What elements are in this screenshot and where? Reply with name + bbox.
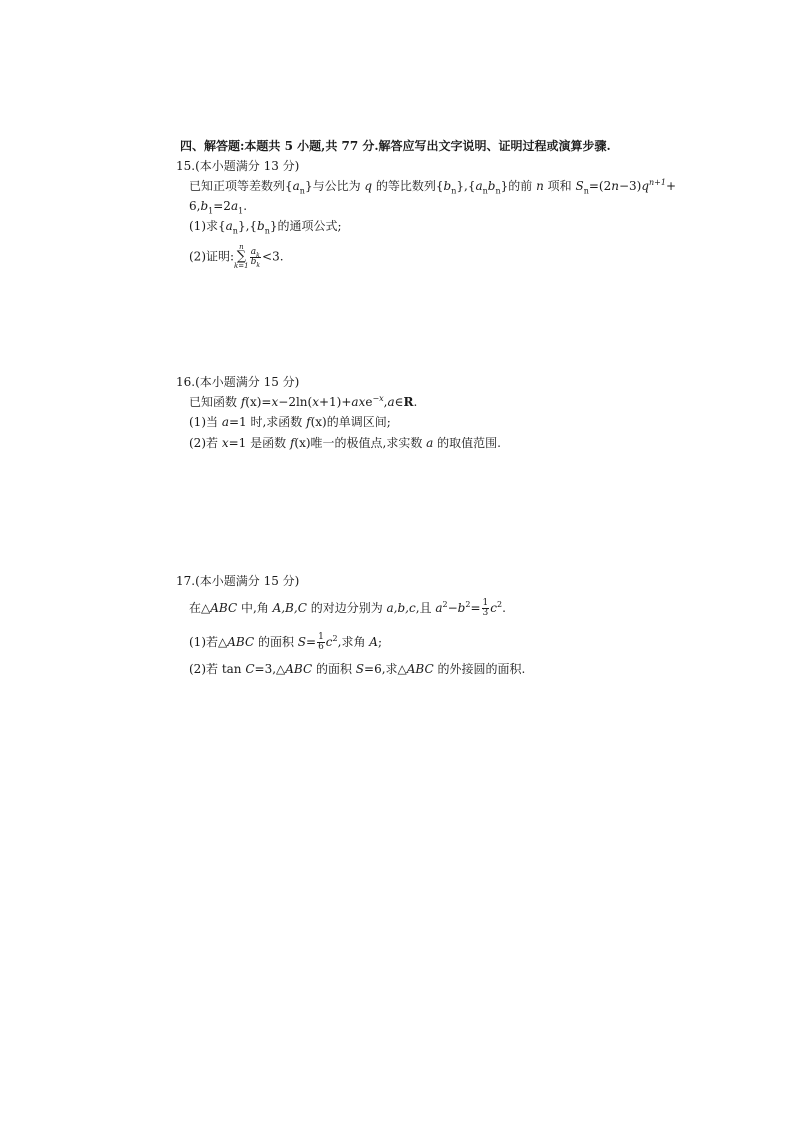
q15-heading: 15.(本小题满分 13 分) xyxy=(176,159,300,173)
q16-part2: (2)若 x=1 是函数 f(x)唯一的极值点,求实数 a 的取值范围. xyxy=(189,436,501,450)
q17-stem: 在△ABC 中,角 A,B,C 的对边分别为 a,b,c,且 $a^2-b^2=$ $\frac{1}{3}$ $c^2$. xyxy=(189,598,506,618)
q16-stem: 已知函数 f(x)=x−2ln(x+1)+axe$^{-x}$,a∈R. xyxy=(189,394,418,409)
section-header xyxy=(180,138,611,154)
q15-part1: (1)求$\{a_n\},\{b_n\}$的通项公式; xyxy=(189,219,342,236)
q15-fraction: $\frac{a_k}{b_k}$ xyxy=(250,246,261,269)
q17-part1: (1)若△ABC 的面积 S= $\frac{1}{6}$ $c^2$,求角 A; xyxy=(189,632,382,652)
q15-part2: (2)证明:n ∑ k=1 $\frac{a_k}{b_k}$ <3. xyxy=(189,243,284,270)
summation-symbol: n ∑ k=1 xyxy=(234,243,249,270)
q17-part2: (2)若 tan C=3,△ABC 的面积 S=6,求△ABC 的外接圆的面积. xyxy=(189,662,526,676)
q17-heading: 17.(本小题满分 15 分) xyxy=(176,574,300,588)
q16-heading: 16.(本小题满分 15 分) xyxy=(176,375,300,389)
q17-stem-fraction: $\frac{1}{3}$ xyxy=(482,598,489,618)
q17-part1-fraction: $\frac{1}{6}$ xyxy=(318,632,324,652)
section-header-text: 四、解答题:本题共 5 小题,共 77 分.解答应写出文字说明、证明过程或演算步骤. xyxy=(180,139,611,153)
q16-part1: (1)当 a=1 时,求函数 f(x)的单调区间; xyxy=(189,415,391,429)
q15-stem-line2: $6,b_1=2a_1$. xyxy=(189,199,248,216)
q15-stem-line1: 已知正项等差数列$\{a_n\}$与公比为 q 的等比数列$\{b_n\},\{a_nb_n\}$的前 n 项和 $S_n=(2n-3)q^{n+1}+$ xyxy=(189,178,677,196)
